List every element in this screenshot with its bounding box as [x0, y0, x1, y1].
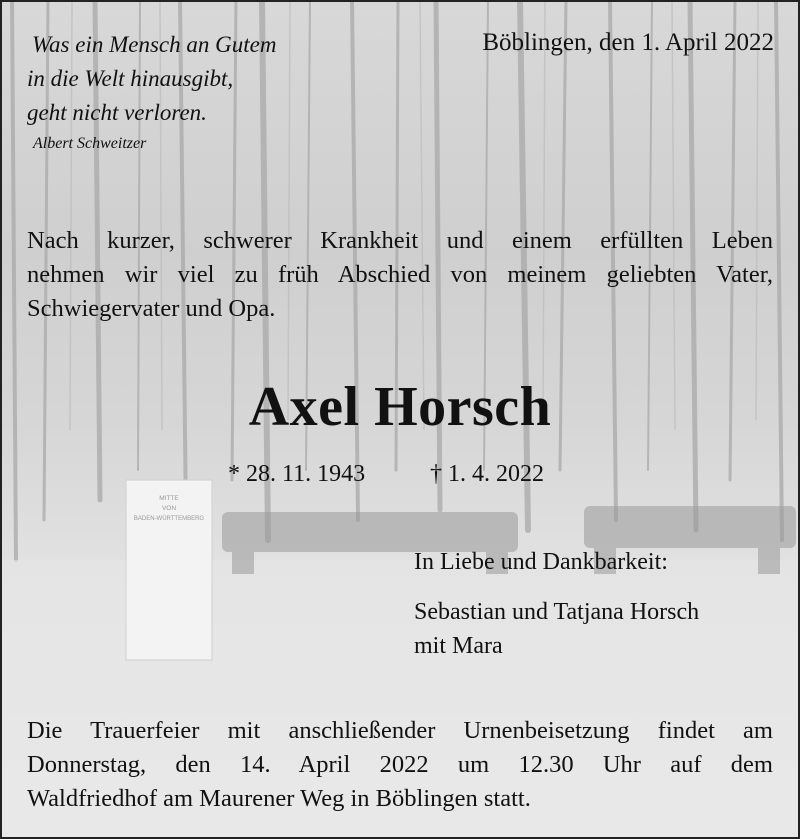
mourners-heading: In Liebe und Dankbarkeit:: [414, 549, 668, 575]
svg-text:MITTE: MITTE: [159, 495, 179, 502]
intro-line-1: Nach kurzer, schwerer Krankheit und einem erfüllten Leben: [27, 227, 773, 254]
mourners-name-2: mit Mara: [414, 633, 503, 659]
svg-text:BADEN-WÜRTTEMBERG: BADEN-WÜRTTEMBERG: [133, 516, 205, 522]
birth-date: * 28. 11. 1943: [228, 461, 366, 487]
funeral-line-3: Waldfriedhof am Maurener Weg in Böblingen statt.: [27, 785, 531, 812]
place-and-date: Böblingen, den 1. April 2022: [482, 29, 774, 56]
gravestone-image: [126, 480, 212, 660]
funeral-line-2: Donnerstag, den 14. April 2022 um 12.30 Uhr auf dem: [27, 751, 773, 778]
quote-line-3: geht nicht verloren.: [27, 100, 207, 125]
quote-line-2: in die Welt hinausgibt,: [27, 66, 234, 91]
mourners-name-1: Sebastian und Tatjana Horsch: [414, 599, 700, 625]
death-date: † 1. 4. 2022: [430, 461, 544, 487]
funeral-line-1: Die Trauerfeier mit anschließender Urnenbeisetzung findet am: [27, 717, 773, 744]
svg-text:VON: VON: [161, 505, 177, 512]
quote-line-1: Was ein Mensch an Gutem: [32, 32, 277, 57]
intro-line-3: Schwiegervater und Opa.: [27, 295, 276, 322]
quote-author: Albert Schweitzer: [33, 135, 147, 152]
intro-line-2: nehmen wir viel zu früh Abschied von meinem geliebten Vater,: [27, 261, 773, 288]
deceased-name: Axel Horsch: [248, 376, 552, 438]
